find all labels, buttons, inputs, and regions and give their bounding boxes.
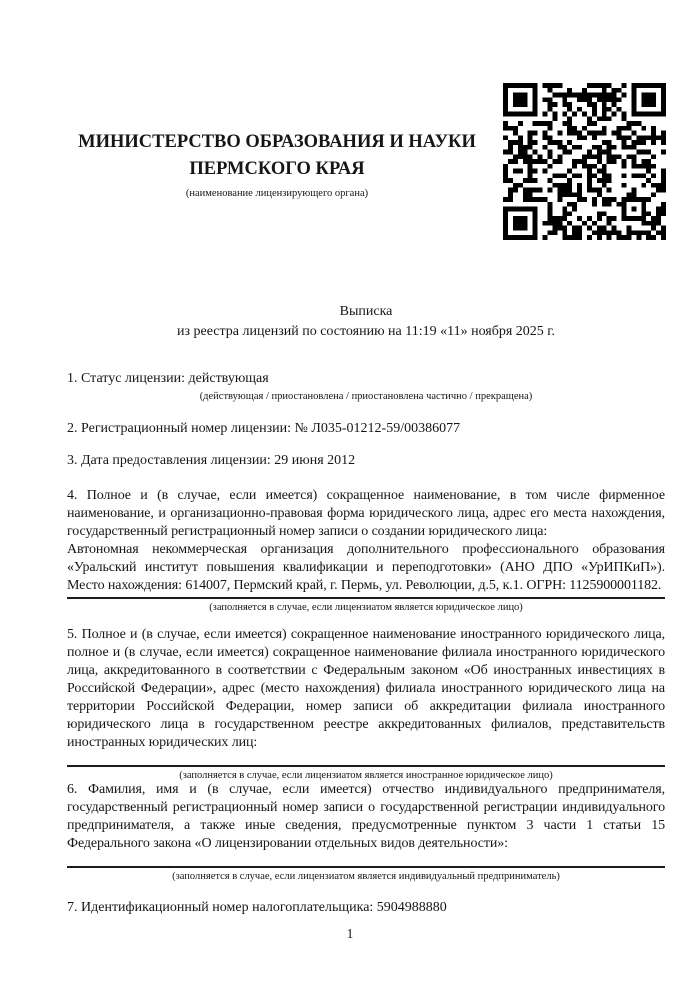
individual-entrepreneur-caption: (заполняется в случае, если лицензиатом является индивидуальный предприниматель): [172, 871, 560, 882]
license-status-text: 1. Статус лицензии: действующая: [67, 371, 269, 386]
legal-entity-value: Автономная некоммерческая организация дополнительного профессионального образования «Уральский институт повышения квалификации и переподготовки» (АНО ДПО «УрИПКиП»). Место нахождения: 614007, Пермский край, г. Пермь, ул. Революции, д.5, к.1. ОГРН: 1125900001182.: [67, 542, 665, 593]
registration-number-text: 2. Регистрационный номер лицензии: № Л035-01212-59/00386077: [67, 421, 461, 436]
document-title: Выписка: [339, 304, 393, 319]
item-registration-number: [67, 420, 665, 438]
item-license-date: [67, 452, 665, 470]
legal-entity-caption: (заполняется в случае, если лицензиатом является юридическое лицо): [209, 602, 523, 613]
fill-line: [67, 866, 665, 868]
ministry-name-line1: МИНИСТЕРСТВО ОБРАЗОВАНИЯ И НАУКИ: [78, 132, 476, 152]
qr-code-icon: [503, 83, 666, 240]
ministry-header: [67, 129, 487, 200]
item-taxpayer-number: [67, 899, 665, 917]
item-license-status: [67, 370, 665, 404]
item-foreign-entity: [67, 626, 665, 783]
page-number: 1: [346, 926, 354, 941]
fill-line: [67, 765, 665, 767]
license-status-caption: (действующая / приостановлена / приостановлена частично / прекращена): [199, 391, 533, 402]
foreign-entity-text: 5. Полное и (в случае, если имеется) сокращенное наименование иностранного юридического лица, полное и (в случае, если имеется) сокращенное наименование филиала иностранного юридического лица, аккредитованного в соответствии с Федеральным законом «Об иностранных инвестициях в Российской Федерации», адрес (место нахождения) филиала иностранного юридического лица на территории Российской Федерации, номер записи об аккредитации филиала иностранного юридического лица в государственном реестре аккредитованных филиалов, представительств иностранных юридических лиц:: [67, 627, 665, 750]
fill-line: [67, 597, 665, 599]
legal-entity-text: 4. Полное и (в случае, если имеется) сокращенное наименование, в том числе фирменное наименование, и организационно-правовая форма юридического лица, адрес его места нахождения, государственный регистрационный номер записи о создании юридического лица:: [67, 488, 665, 539]
document-title-block: [67, 302, 665, 342]
ministry-caption: (наименование лицензирующего органа): [185, 188, 369, 199]
taxpayer-number-text: 7. Идентификационный номер налогоплательщика: 5904988880: [67, 900, 447, 915]
license-date-text: 3. Дата предоставления лицензии: 29 июня 2012: [67, 453, 356, 468]
document-subtitle: из реестра лицензий по состоянию на 11:19 «11» ноября 2025 г.: [177, 324, 555, 339]
ministry-name-line2: ПЕРМСКОГО КРАЯ: [189, 159, 365, 179]
item-legal-entity: [67, 487, 665, 615]
foreign-entity-caption: (заполняется в случае, если лицензиатом является иностранное юридическое лицо): [179, 770, 553, 781]
individual-entrepreneur-text: 6. Фамилия, имя и (в случае, если имеется) отчество индивидуального предпринимателя, государственный регистрационный номер записи о государственной регистрации индивидуального предпринимателя, а также иные сведения, предусмотренные пунктом 3 части 1 статьи 15 Федерального закона «О лицензировании отдельных видов деятельности»:: [67, 782, 665, 851]
item-individual-entrepreneur: [67, 781, 665, 884]
